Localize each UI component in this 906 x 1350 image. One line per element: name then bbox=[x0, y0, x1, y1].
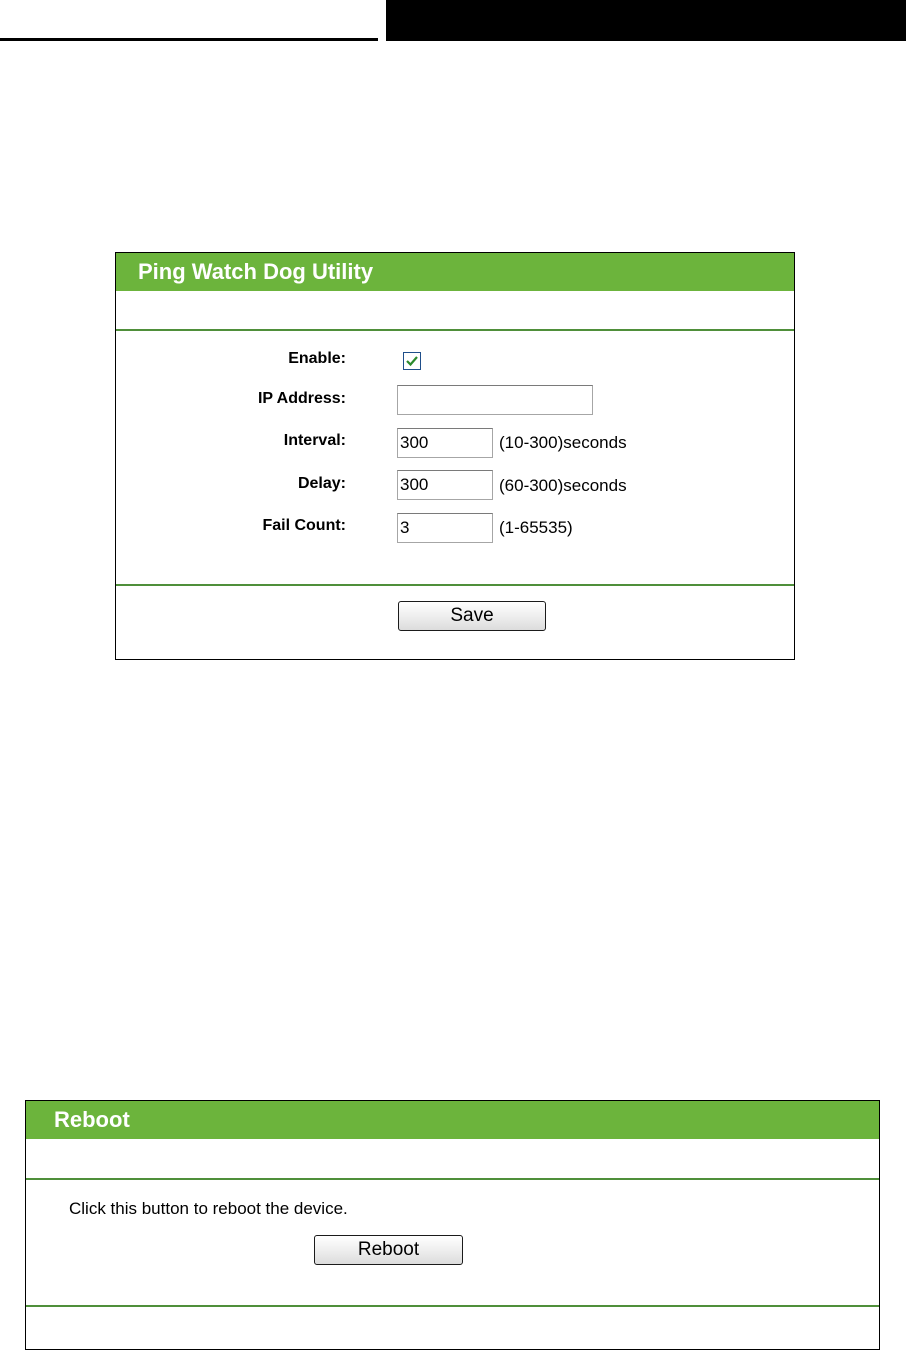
delay-field[interactable] bbox=[397, 470, 493, 500]
panel-title: Reboot bbox=[26, 1101, 879, 1139]
divider bbox=[26, 1178, 879, 1180]
interval-hint: (10-300)seconds bbox=[499, 433, 627, 452]
reboot-panel bbox=[25, 1100, 880, 1350]
header-black-bar bbox=[386, 0, 906, 41]
checkmark-icon bbox=[404, 353, 420, 369]
save-button[interactable]: Save bbox=[398, 601, 546, 631]
reboot-description: Click this button to reboot the device. bbox=[69, 1199, 348, 1218]
enable-label: Enable: bbox=[288, 350, 346, 367]
ip-address-label: IP Address: bbox=[257, 390, 346, 407]
fail-count-field[interactable] bbox=[397, 513, 493, 543]
divider bbox=[116, 584, 794, 586]
divider bbox=[26, 1305, 879, 1307]
enable-checkbox[interactable] bbox=[403, 352, 421, 370]
divider bbox=[116, 329, 794, 331]
ip-address-field[interactable] bbox=[397, 385, 593, 415]
reboot-button[interactable]: Reboot bbox=[314, 1235, 463, 1265]
interval-field[interactable] bbox=[397, 428, 493, 458]
interval-label: Interval: bbox=[283, 432, 346, 449]
panel-title: Ping Watch Dog Utility bbox=[116, 253, 794, 291]
ping-watchdog-panel bbox=[115, 252, 795, 660]
fail-count-hint: (1-65535) bbox=[499, 518, 573, 537]
delay-hint: (60-300)seconds bbox=[499, 476, 627, 495]
header-rule bbox=[0, 38, 378, 41]
fail-count-label: Fail Count: bbox=[262, 517, 346, 534]
delay-label: Delay: bbox=[297, 475, 346, 492]
